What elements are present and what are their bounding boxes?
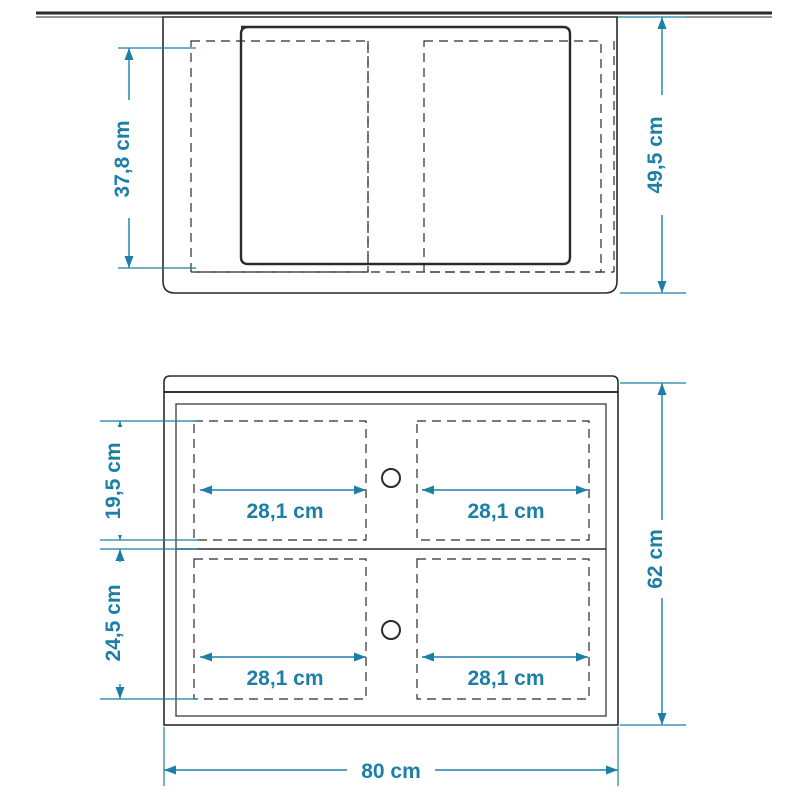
arrow-left	[200, 653, 212, 662]
top-view-outline	[163, 17, 617, 293]
front-view-top-cap	[164, 376, 618, 392]
dimension-front-upper-height	[100, 421, 198, 540]
dimension-top-outer-depth	[620, 17, 686, 293]
dimension-front-upper-right-width	[422, 486, 588, 524]
dimension-top-inner-depth	[111, 48, 196, 268]
arrow-left	[200, 486, 212, 495]
dimension-label: 28,1 cm	[246, 667, 324, 690]
arrow-right	[354, 653, 366, 662]
arrow-down	[125, 256, 134, 268]
dimension-front-total-height	[620, 383, 686, 725]
arrow-up	[658, 17, 667, 29]
dimension-label: 49,5 cm	[644, 116, 667, 194]
dimension-label: 62 cm	[644, 529, 667, 589]
dimension-label: 80 cm	[361, 760, 421, 783]
top-view	[36, 13, 772, 293]
dimension-front-lower-left-width	[200, 653, 366, 691]
arrow-left	[422, 653, 434, 662]
dimension-front-upper-left-width	[200, 486, 366, 524]
dimension-label: 28,1 cm	[467, 667, 545, 690]
top-view-dashed-right	[424, 41, 601, 272]
arrow-right	[354, 486, 366, 495]
arrow-down	[658, 281, 667, 293]
arrow-left	[164, 766, 176, 775]
arrow-up	[116, 549, 125, 561]
top-view-dashed-left	[191, 41, 368, 272]
arrow-left	[422, 486, 434, 495]
arrow-up	[658, 383, 667, 395]
arrow-down	[658, 713, 667, 725]
arrow-right	[606, 766, 618, 775]
arrow-up	[125, 48, 134, 60]
dimension-front-total-width	[164, 727, 618, 786]
arrow-right	[576, 486, 588, 495]
dimension-label: 19,5 cm	[102, 442, 125, 520]
dimension-label: 24,5 cm	[102, 584, 125, 662]
dimension-front-lower-right-width	[422, 653, 588, 691]
top-view-inner-opening	[241, 27, 570, 264]
front-view	[100, 376, 686, 786]
lower-door-knob-icon[interactable]	[382, 621, 400, 639]
dimension-front-lower-height	[100, 549, 198, 699]
upper-door-knob-icon[interactable]	[382, 469, 400, 487]
arrow-down	[116, 687, 125, 699]
dimension-label: 28,1 cm	[467, 500, 545, 523]
dimension-label: 28,1 cm	[246, 500, 324, 523]
arrow-right	[576, 653, 588, 662]
dimension-label: 37,8 cm	[111, 120, 134, 198]
